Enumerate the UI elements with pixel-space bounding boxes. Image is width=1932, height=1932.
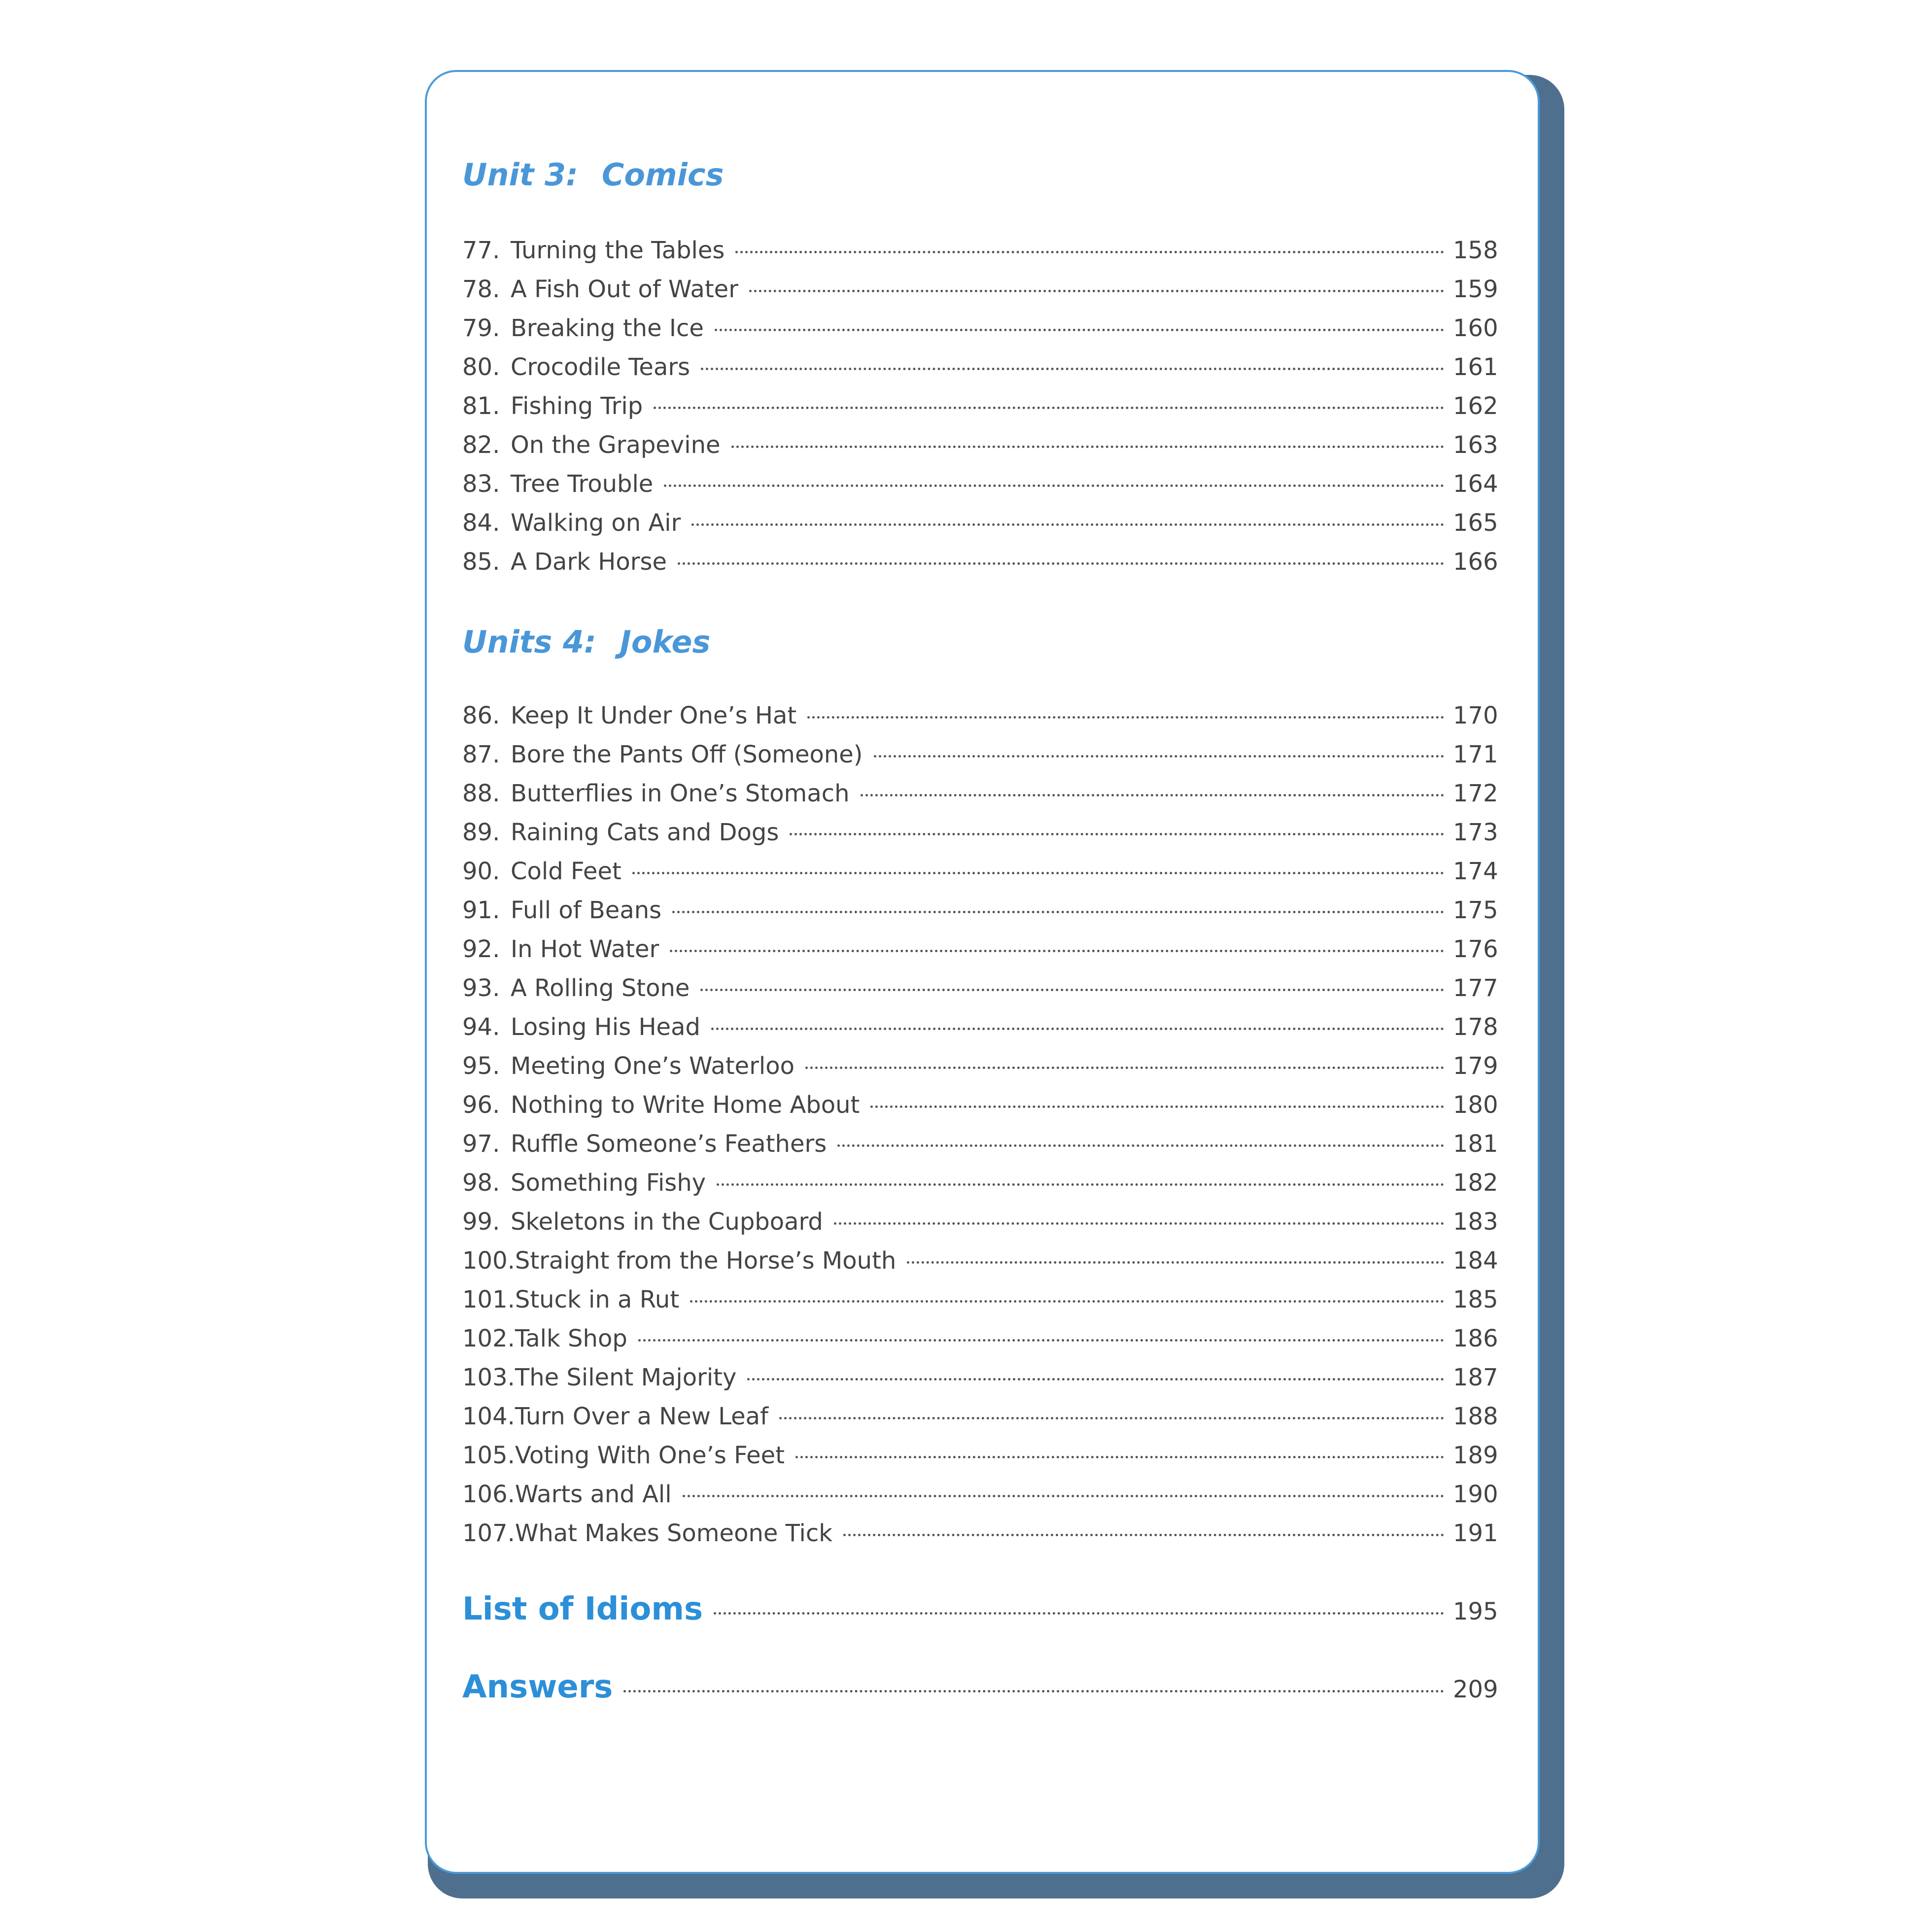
leader-dots xyxy=(690,1300,1444,1303)
leader-dots xyxy=(715,329,1444,331)
leader-dots xyxy=(714,1612,1444,1615)
toc-item-page: 165 xyxy=(1453,509,1498,537)
toc-row[interactable] xyxy=(462,1403,1498,1442)
toc-row[interactable] xyxy=(462,353,1498,392)
toc-item-page: 160 xyxy=(1453,314,1498,342)
toc-item-page: 171 xyxy=(1453,741,1498,768)
unit4-heading-num: Units 4: xyxy=(462,624,596,660)
toc-item-page: 180 xyxy=(1453,1091,1498,1119)
toc-item-number: 97. xyxy=(462,1130,500,1158)
leader-dots xyxy=(749,290,1444,292)
leader-dots xyxy=(870,1105,1444,1108)
toc-item-title: A Fish Out of Water xyxy=(511,276,738,303)
toc-row[interactable] xyxy=(462,1325,1498,1364)
leader-dots xyxy=(834,1222,1444,1225)
toc-item-title: Skeletons in the Cupboard xyxy=(511,1208,823,1236)
toc-item-title: Losing His Head xyxy=(511,1013,700,1041)
toc-item-number: 92. xyxy=(462,935,500,963)
toc-item-page: 183 xyxy=(1453,1208,1498,1236)
toc-item-page: 175 xyxy=(1453,897,1498,924)
toc-item-title: Butterflies in One’s Stomach xyxy=(511,780,850,807)
toc-row[interactable] xyxy=(462,1519,1498,1558)
toc-item-number: 88. xyxy=(462,780,500,807)
toc-row[interactable] xyxy=(462,1130,1498,1169)
toc-item-number: 105. xyxy=(462,1442,515,1469)
toc-row[interactable] xyxy=(462,1481,1498,1519)
toc-item-title: Keep It Under One’s Hat xyxy=(511,702,797,729)
leader-dots xyxy=(837,1144,1444,1147)
leader-dots xyxy=(654,407,1444,409)
toc-item-number: 102. xyxy=(462,1325,515,1352)
toc-item-page: 191 xyxy=(1453,1519,1498,1547)
toc-row[interactable] xyxy=(462,470,1498,509)
toc-item-page: 177 xyxy=(1453,974,1498,1002)
unit3-heading-num: Unit 3: xyxy=(462,157,578,193)
toc-item-number: 84. xyxy=(462,509,500,537)
toc-row[interactable] xyxy=(462,858,1498,897)
leader-dots xyxy=(672,911,1444,913)
toc-item-page: 190 xyxy=(1453,1481,1498,1508)
toc-item-page: 163 xyxy=(1453,431,1498,459)
unit4-toc-list xyxy=(462,702,1498,1558)
toc-row[interactable] xyxy=(462,1208,1498,1247)
toc-item-number: 89. xyxy=(462,819,500,846)
toc-item-page: 178 xyxy=(1453,1013,1498,1041)
toc-row[interactable] xyxy=(462,1013,1498,1052)
leader-dots xyxy=(683,1495,1444,1497)
toc-item-number: 80. xyxy=(462,353,500,381)
toc-item-title: Breaking the Ice xyxy=(511,314,704,342)
leader-dots xyxy=(807,716,1444,719)
toc-row[interactable] xyxy=(462,819,1498,858)
toc-item-page: 179 xyxy=(1453,1052,1498,1080)
toc-row[interactable] xyxy=(462,1247,1498,1286)
toc-row[interactable] xyxy=(462,1052,1498,1091)
leader-dots xyxy=(907,1261,1444,1264)
toc-item-number: 103. xyxy=(462,1364,515,1391)
toc-item-number: 104. xyxy=(462,1403,515,1430)
leader-dots xyxy=(623,1690,1444,1692)
toc-item-number: 83. xyxy=(462,470,500,498)
toc-item-number: 85. xyxy=(462,548,500,576)
unit3-heading-title: Comics xyxy=(601,157,724,193)
leader-dots xyxy=(795,1456,1444,1458)
toc-item-page: 182 xyxy=(1453,1169,1498,1197)
leader-dots xyxy=(805,1067,1444,1069)
toc-item-number: 87. xyxy=(462,741,500,768)
leader-dots xyxy=(664,484,1444,487)
toc-item-title: Stuck in a Rut xyxy=(515,1286,680,1313)
toc-item-title: The Silent Majority xyxy=(515,1364,737,1391)
toc-item-number: 78. xyxy=(462,276,500,303)
leader-dots xyxy=(700,989,1444,991)
toc-item-number: 107. xyxy=(462,1519,515,1547)
toc-item-page: 187 xyxy=(1453,1364,1498,1391)
leader-dots xyxy=(678,562,1444,565)
toc-row[interactable] xyxy=(462,276,1498,314)
toc-item-title: Ruffle Someone’s Feathers xyxy=(511,1130,827,1158)
toc-item-page: 161 xyxy=(1453,353,1498,381)
toc-row-list-of-idioms[interactable] xyxy=(462,1591,1498,1627)
toc-row[interactable] xyxy=(462,392,1498,431)
toc-row[interactable] xyxy=(462,935,1498,974)
toc-item-title: Voting With One’s Feet xyxy=(515,1442,785,1469)
toc-item-number: 98. xyxy=(462,1169,500,1197)
toc-item-title: Full of Beans xyxy=(511,897,662,924)
toc-row[interactable] xyxy=(462,974,1498,1013)
toc-item-page: 173 xyxy=(1453,819,1498,846)
toc-row[interactable] xyxy=(462,548,1498,587)
toc-item-number: 99. xyxy=(462,1208,500,1236)
leader-dots xyxy=(670,950,1444,952)
toc-item-number: 81. xyxy=(462,392,500,420)
toc-item-title: On the Grapevine xyxy=(511,431,721,459)
toc-item-page: 158 xyxy=(1453,237,1498,264)
leader-dots xyxy=(731,446,1444,448)
toc-item-title: Meeting One’s Waterloo xyxy=(511,1052,794,1080)
toc-item-number: 86. xyxy=(462,702,500,729)
leader-dots xyxy=(779,1417,1444,1419)
toc-item-page: 174 xyxy=(1453,858,1498,885)
toc-item-page: 172 xyxy=(1453,780,1498,807)
leader-dots xyxy=(735,251,1444,253)
toc-item-title: Cold Feet xyxy=(511,858,621,885)
leader-dots xyxy=(874,755,1444,758)
toc-item-title: Warts and All xyxy=(515,1481,672,1508)
toc-item-page: 186 xyxy=(1453,1325,1498,1352)
list-of-idioms-page: 195 xyxy=(1453,1598,1498,1625)
toc-row[interactable] xyxy=(462,1364,1498,1403)
toc-item-page: 164 xyxy=(1453,470,1498,498)
toc-item-title: Straight from the Horse’s Mouth xyxy=(515,1247,897,1275)
toc-item-title: Something Fishy xyxy=(511,1169,706,1197)
toc-row[interactable] xyxy=(462,509,1498,548)
toc-item-page: 170 xyxy=(1453,702,1498,729)
toc-item-title: Fishing Trip xyxy=(511,392,643,420)
toc-item-number: 93. xyxy=(462,974,500,1002)
toc-item-number: 96. xyxy=(462,1091,500,1119)
toc-item-title: A Rolling Stone xyxy=(511,974,690,1002)
leader-dots xyxy=(843,1534,1444,1536)
toc-item-page: 176 xyxy=(1453,935,1498,963)
toc-row[interactable] xyxy=(462,314,1498,353)
toc-item-page: 184 xyxy=(1453,1247,1498,1275)
toc-row[interactable] xyxy=(462,702,1498,741)
toc-item-title: Tree Trouble xyxy=(511,470,654,498)
unit4-heading xyxy=(462,624,710,660)
toc-item-page: 166 xyxy=(1453,548,1498,576)
toc-item-number: 79. xyxy=(462,314,500,342)
toc-item-page: 189 xyxy=(1453,1442,1498,1469)
list-of-idioms-title: List of Idioms xyxy=(462,1591,703,1627)
toc-item-title: Turn Over a New Leaf xyxy=(515,1403,768,1430)
toc-item-number: 91. xyxy=(462,897,500,924)
toc-row[interactable] xyxy=(462,1442,1498,1481)
toc-row[interactable] xyxy=(462,431,1498,470)
leader-dots xyxy=(711,1028,1444,1030)
toc-item-page: 162 xyxy=(1453,392,1498,420)
toc-item-title: Walking on Air xyxy=(511,509,681,537)
toc-item-number: 94. xyxy=(462,1013,500,1041)
toc-item-page: 185 xyxy=(1453,1286,1498,1313)
toc-item-number: 100. xyxy=(462,1247,515,1275)
toc-row[interactable] xyxy=(462,237,1498,276)
toc-item-title: What Makes Someone Tick xyxy=(515,1519,833,1547)
leader-dots xyxy=(701,368,1444,370)
answers-title: Answers xyxy=(462,1669,613,1705)
unit3-toc-list xyxy=(462,237,1498,587)
toc-item-title: Crocodile Tears xyxy=(511,353,690,381)
toc-item-title: A Dark Horse xyxy=(511,548,667,576)
toc-item-number: 95. xyxy=(462,1052,500,1080)
toc-row[interactable] xyxy=(462,1286,1498,1325)
toc-item-page: 181 xyxy=(1453,1130,1498,1158)
toc-item-title: Raining Cats and Dogs xyxy=(511,819,779,846)
toc-row[interactable] xyxy=(462,897,1498,935)
leader-dots xyxy=(691,523,1444,526)
leader-dots xyxy=(638,1339,1444,1342)
toc-item-number: 101. xyxy=(462,1286,515,1313)
leader-dots xyxy=(717,1183,1444,1186)
toc-item-title: Bore the Pants Off (Someone) xyxy=(511,741,863,768)
toc-item-page: 188 xyxy=(1453,1403,1498,1430)
toc-item-number: 90. xyxy=(462,858,500,885)
toc-item-title: Talk Shop xyxy=(515,1325,627,1352)
toc-item-title: In Hot Water xyxy=(511,935,659,963)
unit3-heading xyxy=(462,157,724,193)
leader-dots xyxy=(790,833,1444,835)
unit4-heading-title: Jokes xyxy=(620,624,711,660)
toc-item-title: Nothing to Write Home About xyxy=(511,1091,860,1119)
toc-item-number: 82. xyxy=(462,431,500,459)
toc-item-page: 159 xyxy=(1453,276,1498,303)
toc-item-title: Turning the Tables xyxy=(511,237,725,264)
leader-dots xyxy=(747,1378,1444,1380)
leader-dots xyxy=(632,872,1444,874)
answers-page: 209 xyxy=(1453,1676,1498,1703)
toc-row[interactable] xyxy=(462,780,1498,819)
toc-row[interactable] xyxy=(462,741,1498,780)
leader-dots xyxy=(861,794,1444,796)
toc-row-answers[interactable] xyxy=(462,1669,1498,1705)
toc-item-number: 77. xyxy=(462,237,500,264)
toc-row[interactable] xyxy=(462,1091,1498,1130)
toc-row[interactable] xyxy=(462,1169,1498,1208)
toc-item-number: 106. xyxy=(462,1481,515,1508)
